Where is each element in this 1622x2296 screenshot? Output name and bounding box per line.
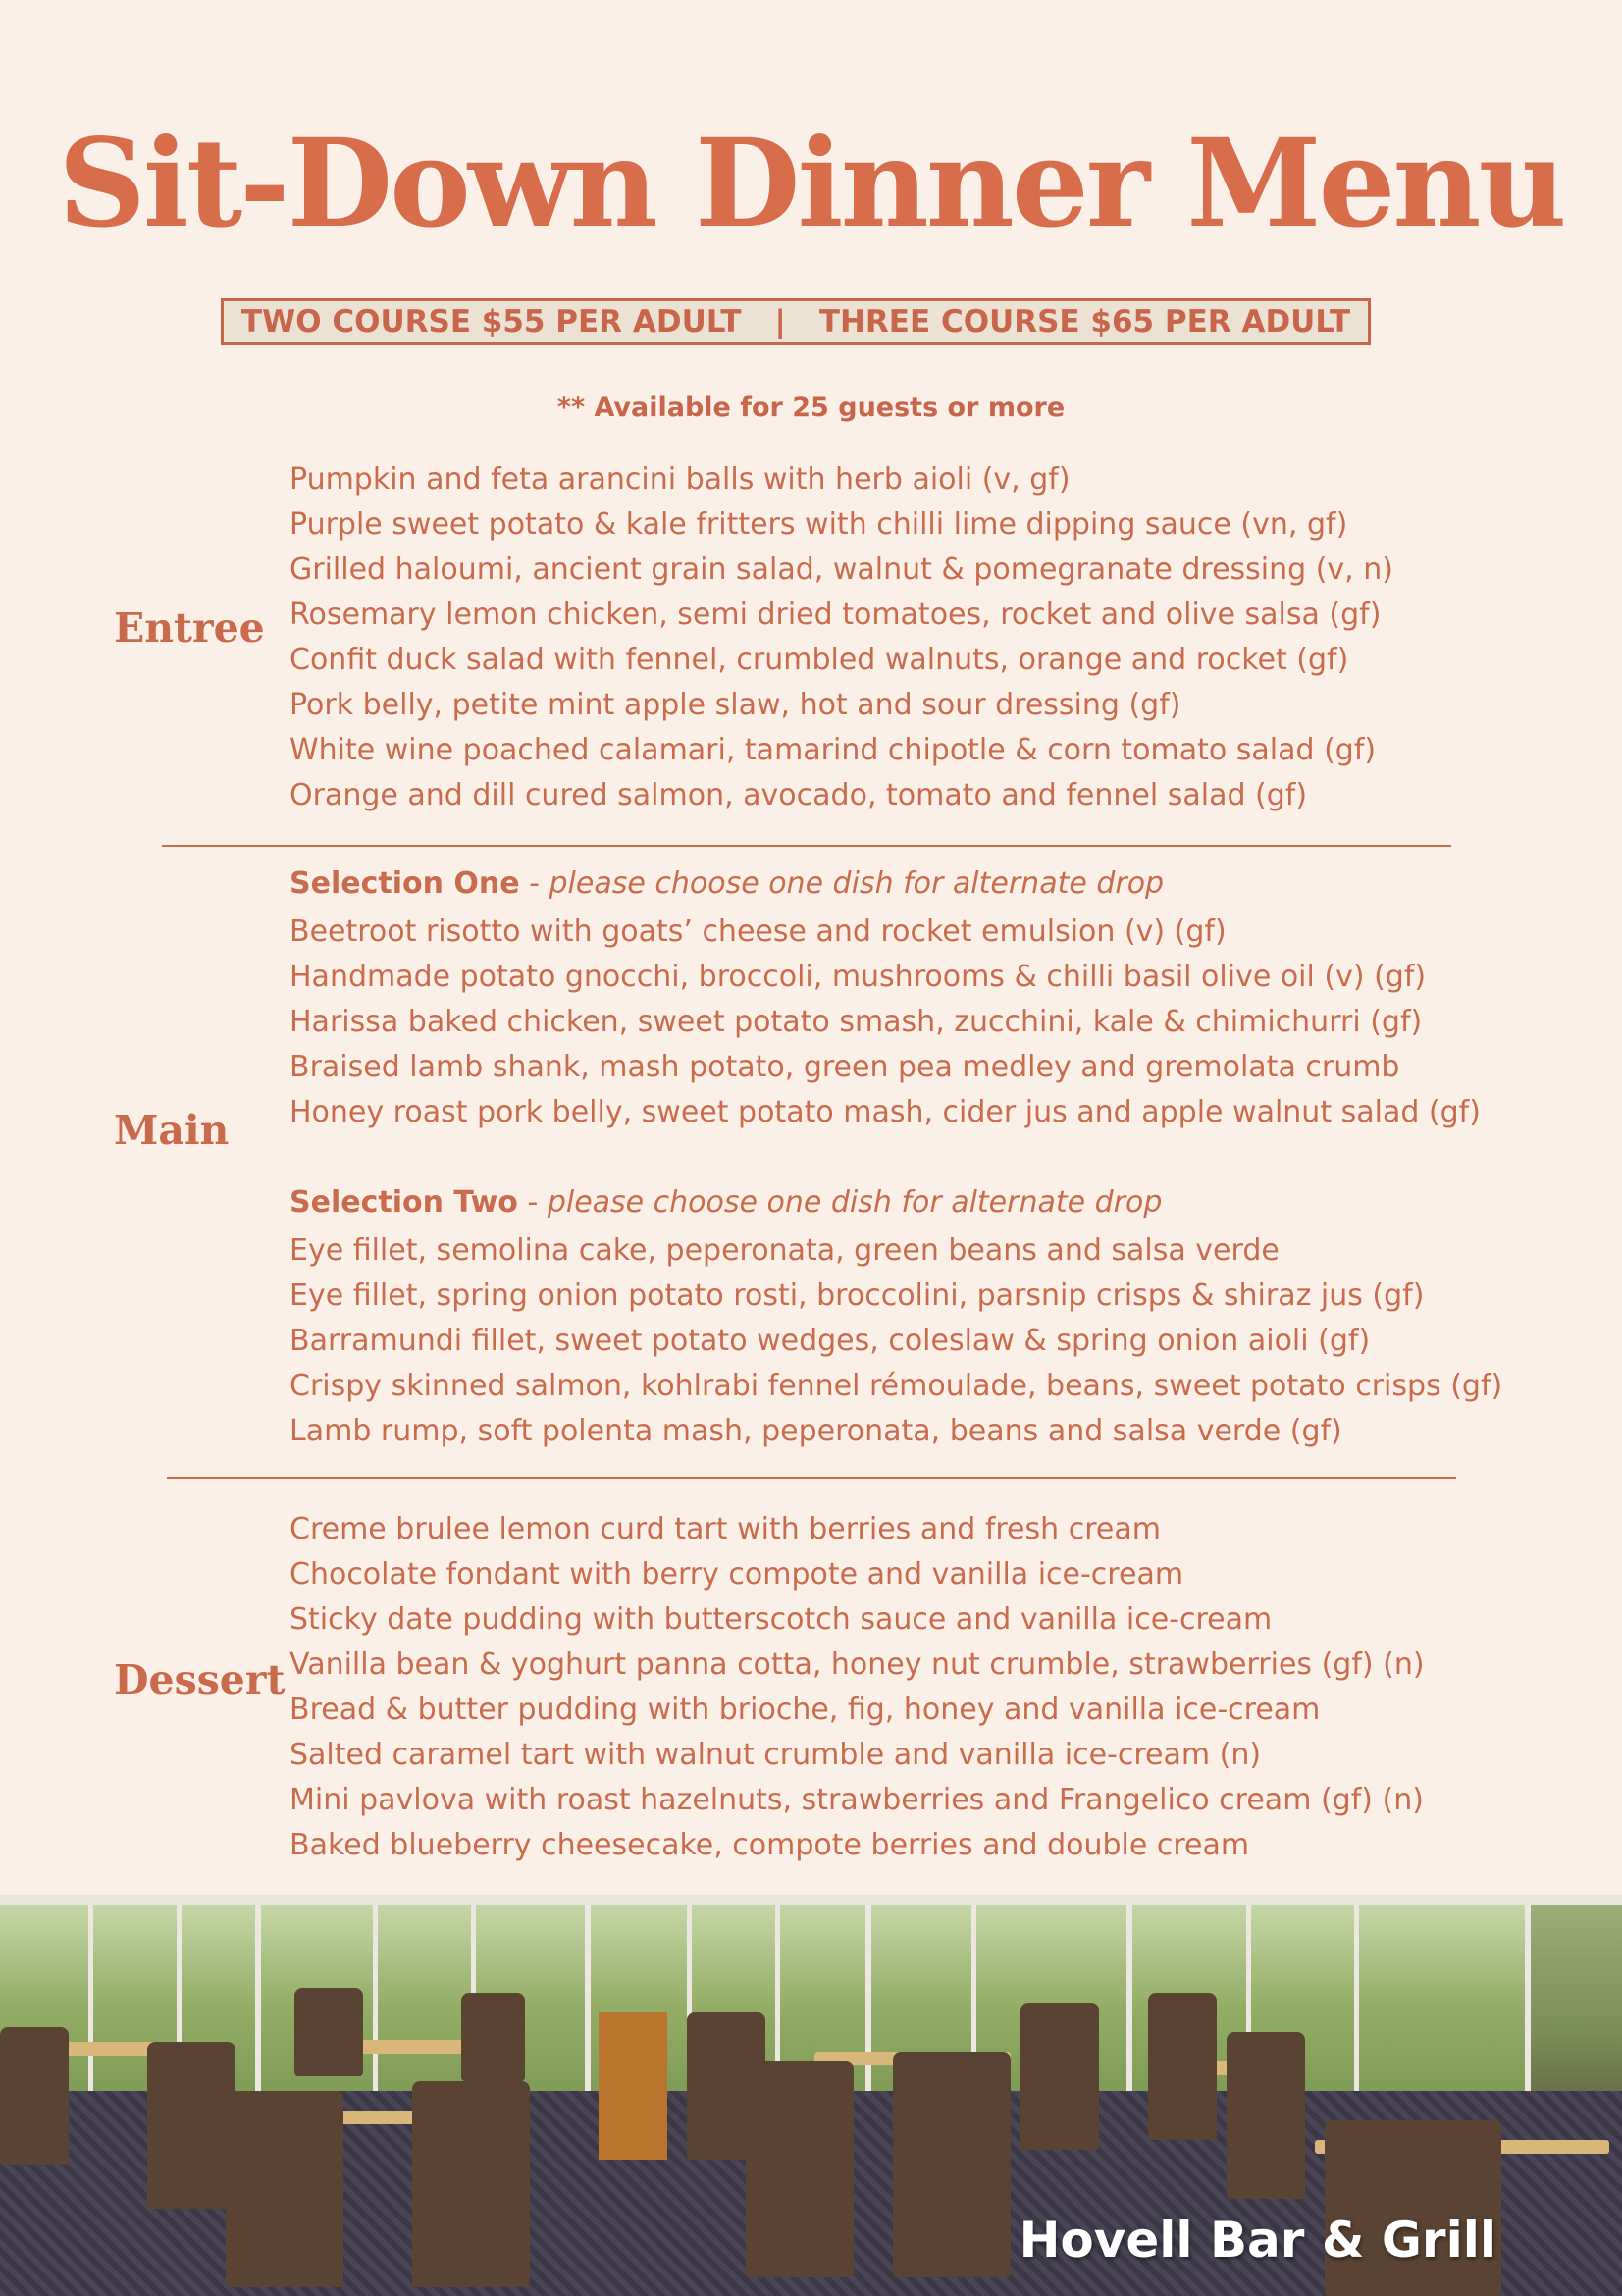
list-item: Salted caramel tart with walnut crumble and vanilla ice-cream (n) (289, 1738, 1262, 1772)
photo-chair (746, 2061, 854, 2277)
list-item: Eye fillet, semolina cake, peperonata, green beans and salsa verde (289, 1233, 1280, 1268)
dessert-list (289, 1507, 1425, 1868)
photo-chair (294, 1988, 363, 2076)
list-item: Handmade potato gnocchi, broccoli, mushrooms & chilli basil olive oil (v) (gf) (289, 960, 1427, 994)
list-item: Baked blueberry cheesecake, compote berries and double cream (289, 1828, 1250, 1862)
list-item: Mini pavlova with roast hazelnuts, strawberries and Frangelico cream (gf) (n) (289, 1783, 1424, 1817)
selection-two-dash: - (517, 1185, 548, 1220)
photo-podium (599, 2012, 667, 2160)
photo-chair (0, 2027, 69, 2165)
photo-chair (1227, 2032, 1305, 2199)
pricing-banner (221, 298, 1371, 345)
selection-one-dash: - (519, 866, 549, 901)
photo-chair (147, 2042, 235, 2209)
pricing-separator: | (774, 304, 786, 339)
selection-two-heading (289, 1180, 1162, 1226)
selection-two-list (289, 1228, 1502, 1454)
list-item: Rosemary lemon chicken, semi dried tomatoes, rocket and olive salsa (gf) (289, 598, 1382, 632)
main-label: Main (114, 1107, 230, 1154)
entree-label: Entree (114, 604, 265, 652)
selection-two-description: please choose one dish for alternate drop (547, 1185, 1163, 1220)
photo-chair (1020, 2003, 1099, 2150)
list-item: Purple sweet potato & kale fritters with chilli lime dipping sauce (vn, gf) (289, 507, 1348, 542)
section-divider (167, 1477, 1456, 1479)
list-item: Crispy skinned salmon, kohlrabi fennel rémoulade, beans, sweet potato crisps (gf) (289, 1369, 1503, 1403)
photo-chair (412, 2081, 530, 2287)
list-item: Vanilla bean & yoghurt panna cotta, honey nut crumble, strawberries (gf) (n) (289, 1647, 1425, 1682)
photo-mullion (373, 1905, 378, 2091)
section-divider (162, 845, 1451, 847)
list-item: Grilled haloumi, ancient grain salad, walnut & pomegranate dressing (v, n) (289, 552, 1393, 587)
list-item: Beetroot risotto with goats’ cheese and rocket emulsion (v) (gf) (289, 914, 1227, 949)
list-item: Chocolate fondant with berry compote and vanilla ice-cream (289, 1557, 1184, 1592)
list-item: Bread & butter pudding with brioche, fig, honey and vanilla ice-cream (289, 1693, 1321, 1727)
list-item: White wine poached calamari, tamarind chipotle & corn tomato salad (gf) (289, 733, 1377, 767)
dessert-label: Dessert (114, 1656, 286, 1703)
photo-chair (1325, 2120, 1501, 2296)
two-course-price: TWO COURSE $55 PER ADULT (240, 304, 742, 339)
venue-name: Hovell Bar & Grill (1019, 2212, 1496, 2269)
list-item: Sticky date pudding with butterscotch sauce and vanilla ice-cream (289, 1602, 1273, 1637)
list-item: Creme brulee lemon curd tart with berries and fresh cream (289, 1512, 1161, 1546)
list-item: Honey roast pork belly, sweet potato mash, cider jus and apple walnut salad (gf) (289, 1095, 1481, 1129)
photo-chair (1148, 1993, 1217, 2140)
list-item: Confit duck salad with fennel, crumbled walnuts, orange and rocket (gf) (289, 643, 1349, 677)
selection-one-name: Selection One (289, 866, 520, 901)
list-item: Pumpkin and feta arancini balls with herb aioli (v, gf) (289, 462, 1071, 496)
selection-one-heading (289, 861, 1164, 907)
photo-mullion (1354, 1905, 1359, 2091)
selection-one-description: please choose one dish for alternate drop (549, 866, 1165, 901)
three-course-price: THREE COURSE $65 PER ADULT (818, 304, 1351, 339)
list-item: Eye fillet, spring onion potato rosti, broccolini, parsnip crisps & shiraz jus (gf) (289, 1278, 1425, 1313)
photo-chair (893, 2052, 1011, 2277)
list-item: Orange and dill cured salmon, avocado, tomato and fennel salad (gf) (289, 778, 1308, 812)
photo-ceiling (0, 1895, 1622, 1905)
photo-chair (461, 1993, 525, 2081)
photo-chair (226, 2091, 343, 2287)
menu-title: Sit-Down Dinner Menu (58, 113, 1564, 255)
availability-note: ** Available for 25 guests or more (556, 392, 1066, 423)
photo-mullion (88, 1905, 93, 2091)
list-item: Pork belly, petite mint apple slaw, hot and sour dressing (gf) (289, 688, 1181, 722)
restaurant-photo (0, 1895, 1622, 2296)
list-item: Lamb rump, soft polenta mash, peperonata, beans and salsa verde (gf) (289, 1414, 1342, 1448)
entree-list (289, 457, 1393, 818)
list-item: Braised lamb shank, mash potato, green pea medley and gremolata crumb (289, 1050, 1400, 1084)
selection-one-list (289, 910, 1481, 1135)
list-item: Harissa baked chicken, sweet potato smash, zucchini, kale & chimichurri (gf) (289, 1005, 1423, 1039)
selection-two-name: Selection Two (289, 1185, 518, 1220)
list-item: Barramundi fillet, sweet potato wedges, coleslaw & spring onion aioli (gf) (289, 1324, 1371, 1358)
